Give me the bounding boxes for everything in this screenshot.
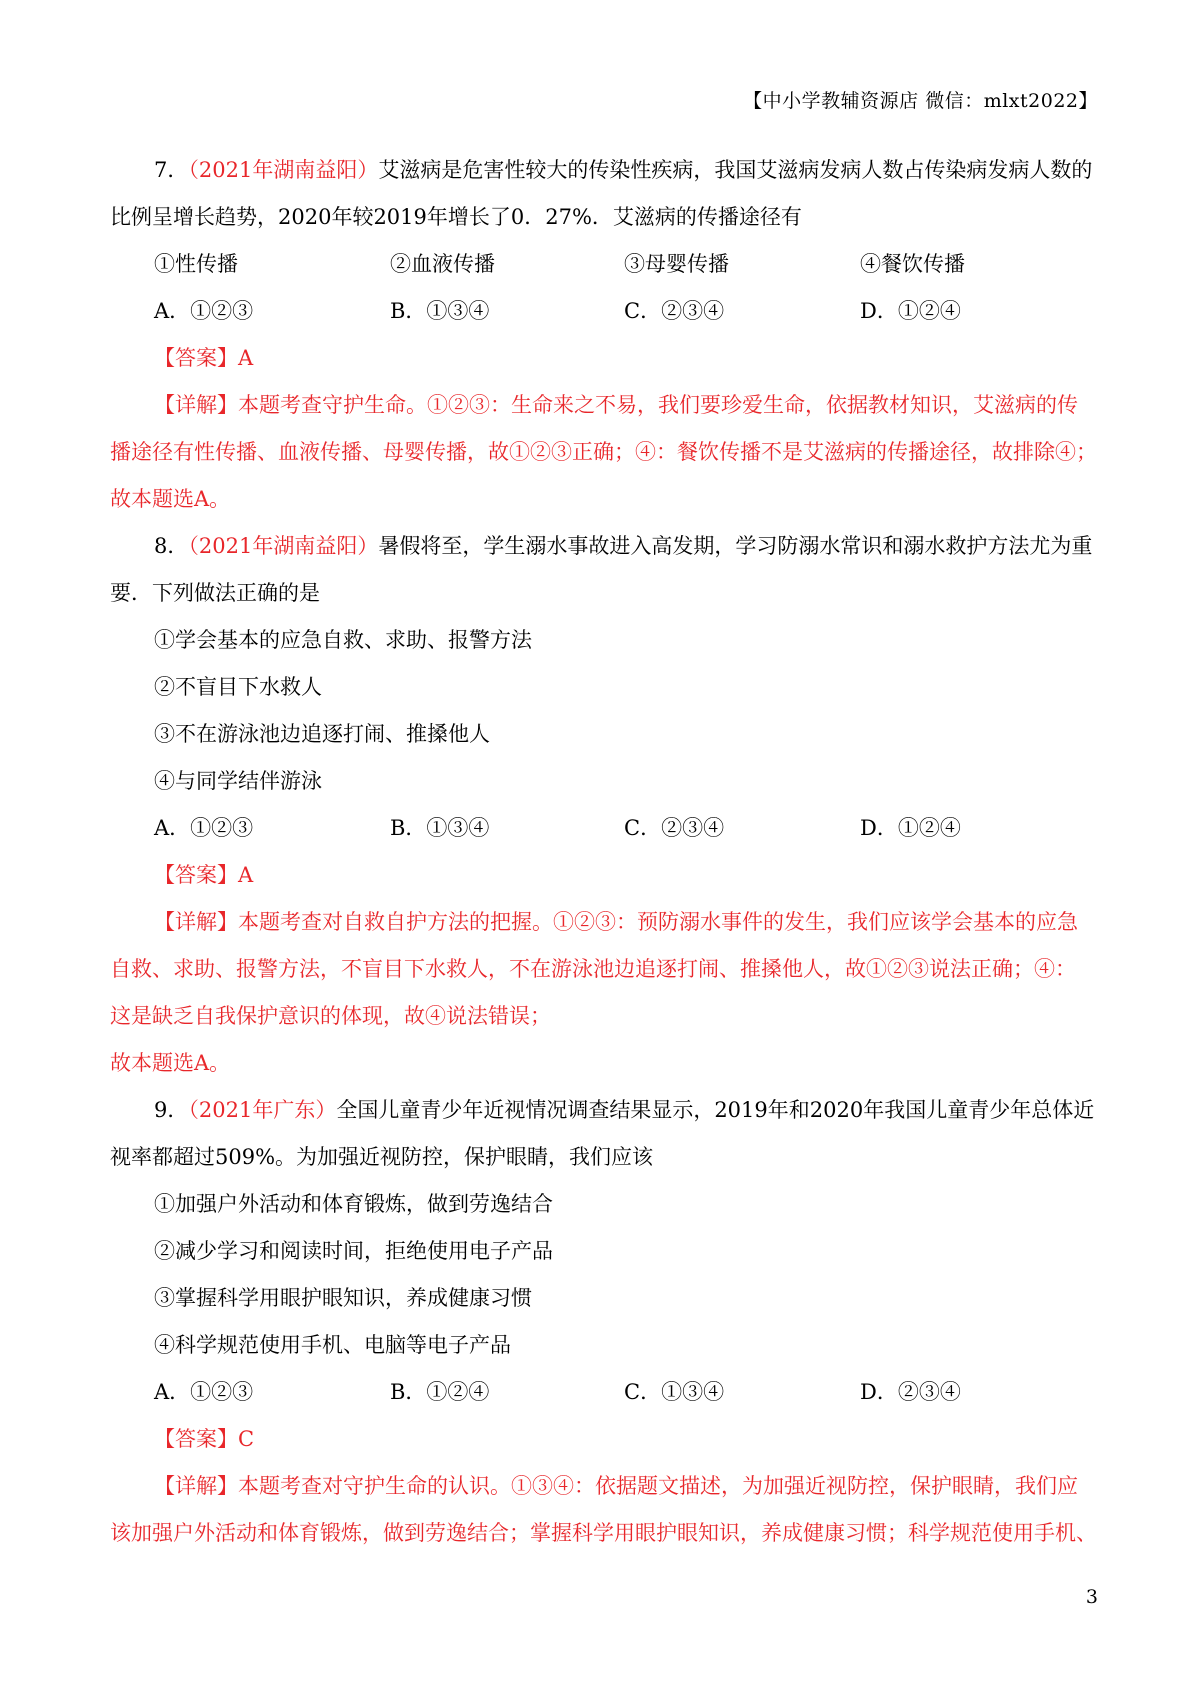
- question-7-stem-cont: 比例呈增长趋势，2020年较2019年增长了0．27%．艾滋病的传播途径有: [110, 205, 802, 229]
- choice-b: B．①③④: [390, 816, 490, 840]
- question-source: （2021年湖南益阳）: [188, 158, 379, 182]
- question-number: 7．: [154, 158, 189, 182]
- question-8-explain: 故本题选A。: [110, 1051, 231, 1075]
- question-7-items: [110, 241, 1100, 288]
- question-9-choices: [110, 1369, 1100, 1416]
- choice-a: A．①②③: [154, 1380, 254, 1404]
- question-8-explain: 自救、求助、报警方法，不盲目下水救人，不在游泳池边追逐打闹、推搡他人，故①②③说法正确；④：: [110, 957, 1076, 981]
- choice-c: C．①③④: [624, 1380, 725, 1404]
- choice-c: C．②③④: [624, 816, 725, 840]
- choice-d: D．①②④: [860, 816, 961, 840]
- question-9-answer: 【答案】C: [154, 1427, 255, 1451]
- item: ③母婴传播: [624, 252, 729, 276]
- choice-b: B．①③④: [390, 299, 490, 323]
- question-text: 全国儿童青少年近视情况调查结果显示，2019年和2020年我国儿童青少年总体近: [336, 1098, 1095, 1122]
- question-9-stem: [110, 1087, 1100, 1134]
- choice-d: D．②③④: [860, 1380, 961, 1404]
- question-9-stem-cont: 视率都超过509%。为加强近视防控，保护眼睛，我们应该: [110, 1145, 654, 1169]
- question-9-item: ①加强户外活动和体育锻炼，做到劳逸结合: [154, 1192, 553, 1216]
- question-source: （2021年湖南益阳）: [188, 534, 379, 558]
- question-7-explain: 故本题选A。: [110, 487, 231, 511]
- question-8-explain: 这是缺乏自我保护意识的体现，故④说法错误；: [110, 1004, 551, 1028]
- choice-a: A．①②③: [154, 299, 254, 323]
- question-number: 8．: [154, 534, 189, 558]
- question-9-item: ②减少学习和阅读时间，拒绝使用电子产品: [154, 1239, 553, 1263]
- question-source: （2021年广东）: [188, 1098, 337, 1122]
- question-9-item: ③掌握科学用眼护眼知识，养成健康习惯: [154, 1286, 532, 1310]
- question-8-stem: [110, 523, 1100, 570]
- question-7-answer: 【答案】A: [154, 346, 254, 370]
- question-8-answer: 【答案】A: [154, 863, 254, 887]
- question-8-stem-cont: 要．下列做法正确的是: [110, 581, 320, 605]
- question-7-choices: [110, 288, 1100, 335]
- question-7-stem: [110, 147, 1100, 194]
- question-8-item: ④与同学结伴游泳: [154, 769, 322, 793]
- page-header: 【中小学教辅资源店 微信：mlxt2022】: [743, 90, 1098, 112]
- question-9-item: ④科学规范使用手机、电脑等电子产品: [154, 1333, 511, 1357]
- question-text: 艾滋病是危害性较大的传染性疾病，我国艾滋病发病人数占传染病发病人数的: [378, 158, 1093, 182]
- question-8-item: ①学会基本的应急自救、求助、报警方法: [154, 628, 532, 652]
- page-number: 3: [1085, 1586, 1098, 1608]
- page-content: [110, 147, 1100, 1557]
- item: ①性传播: [154, 252, 238, 276]
- choice-d: D．①②④: [860, 299, 961, 323]
- question-8-choices: [110, 805, 1100, 852]
- question-8-explain: 【详解】本题考查对自救自护方法的把握。①②③：预防溺水事件的发生，我们应该学会基本的应急: [154, 910, 1078, 934]
- item: ②血液传播: [390, 252, 495, 276]
- question-8-item: ②不盲目下水救人: [154, 675, 322, 699]
- question-text: 暑假将至，学生溺水事故进入高发期，学习防溺水常识和溺水救护方法尤为重: [378, 534, 1093, 558]
- question-9-explain: 【详解】本题考查对守护生命的认识。①③④：依据题文描述，为加强近视防控，保护眼睛，我们应: [154, 1474, 1078, 1498]
- choice-b: B．①②④: [390, 1380, 490, 1404]
- question-9-explain: 该加强户外活动和体育锻炼，做到劳逸结合；掌握科学用眼护眼知识，养成健康习惯；科学规范使用手机、: [110, 1521, 1097, 1545]
- choice-a: A．①②③: [154, 816, 254, 840]
- item: ④餐饮传播: [860, 252, 965, 276]
- question-8-item: ③不在游泳池边追逐打闹、推搡他人: [154, 722, 490, 746]
- choice-c: C．②③④: [624, 299, 725, 323]
- question-7-explain: 播途径有性传播、血液传播、母婴传播，故①②③正确；④：餐饮传播不是艾滋病的传播途径，故排除④；: [110, 440, 1097, 464]
- question-number: 9．: [154, 1098, 189, 1122]
- question-7-explain: 【详解】本题考查守护生命。①②③：生命来之不易，我们要珍爱生命，依据教材知识，艾滋病的传: [154, 393, 1078, 417]
